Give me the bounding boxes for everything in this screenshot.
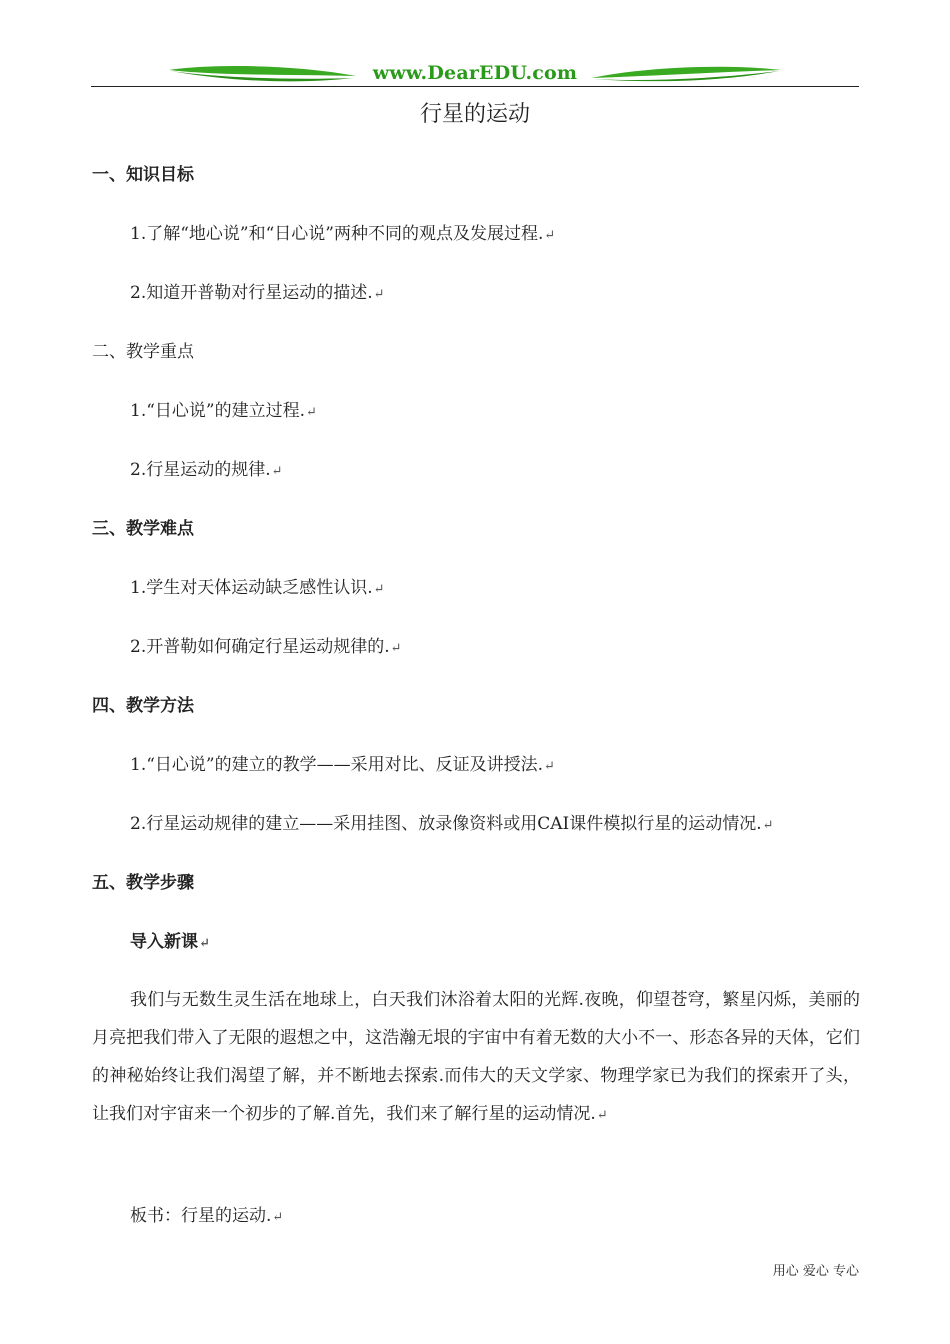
header-rule <box>91 86 859 87</box>
list-item: 2.知道开普勒对行星运动的描述.↵ <box>130 283 385 303</box>
section-heading-5: 五、教学步骤 <box>92 873 194 893</box>
list-item: 2.行星运动规律的建立——采用挂图、放录像资料或用CAI课件模拟行星的运动情况.↵ <box>130 814 774 834</box>
paragraph-mark-icon: ↵ <box>544 228 556 243</box>
logo-text: www.DearEDU.com <box>372 62 578 84</box>
list-item: 1.“日心说”的建立的教学——采用对比、反证及讲授法.↵ <box>130 755 555 775</box>
paragraph-mark-icon: ↵ <box>199 936 210 951</box>
paragraph-mark-icon: ↵ <box>596 1108 608 1123</box>
section-heading-3: 三、教学难点 <box>92 519 194 539</box>
list-item: 1.“日心说”的建立过程.↵ <box>130 401 317 421</box>
list-item: 1.了解“地心说”和“日心说”两种不同的观点及发展过程.↵ <box>130 224 556 244</box>
paragraph-mark-icon: ↵ <box>373 582 385 597</box>
section-heading-4: 四、教学方法 <box>92 696 194 716</box>
intro-paragraph: 我们与无数生灵生活在地球上，白天我们沐浴着太阳的光辉.夜晚，仰望苍穹，繁星闪烁，美丽的月亮把我们带入了无限的遐想之中，这浩瀚无垠的宇宙中有着无数的大小不一、形态各异的天体，它们的神秘始终让我们渴望了解，并不断地去探索.而伟大的天文学家、物理学家已为我们的探索开了头，让我们对宇宙来一个初步的了解.首先，我们来了解行星的运动情况.↵ <box>92 990 860 1124</box>
list-item: 2.开普勒如何确定行星运动规律的.↵ <box>130 637 402 657</box>
paragraph-mark-icon: ↵ <box>373 287 385 302</box>
section-heading-2: 二、教学重点 <box>92 342 194 362</box>
list-item: 2.行星运动的规律.↵ <box>130 460 283 480</box>
paragraph-mark-icon: ↵ <box>544 759 555 774</box>
section-heading-1: 一、知识目标 <box>92 165 194 185</box>
list-item: 1.学生对天体运动缺乏感性认识.↵ <box>130 578 385 598</box>
page-footer: 用心 爱心 专心 <box>772 1264 859 1279</box>
paragraph-mark-icon: ↵ <box>390 641 402 656</box>
board-note: 板书：行星的运动.↵ <box>130 1206 284 1226</box>
paragraph-mark-icon: ↵ <box>271 464 283 479</box>
paragraph-mark-icon: ↵ <box>272 1210 284 1225</box>
subheading: 导入新课↵ <box>130 932 210 952</box>
paragraph-mark-icon: ↵ <box>306 405 317 420</box>
document-title: 行星的运动 <box>419 102 530 127</box>
paragraph-mark-icon: ↵ <box>762 818 774 833</box>
